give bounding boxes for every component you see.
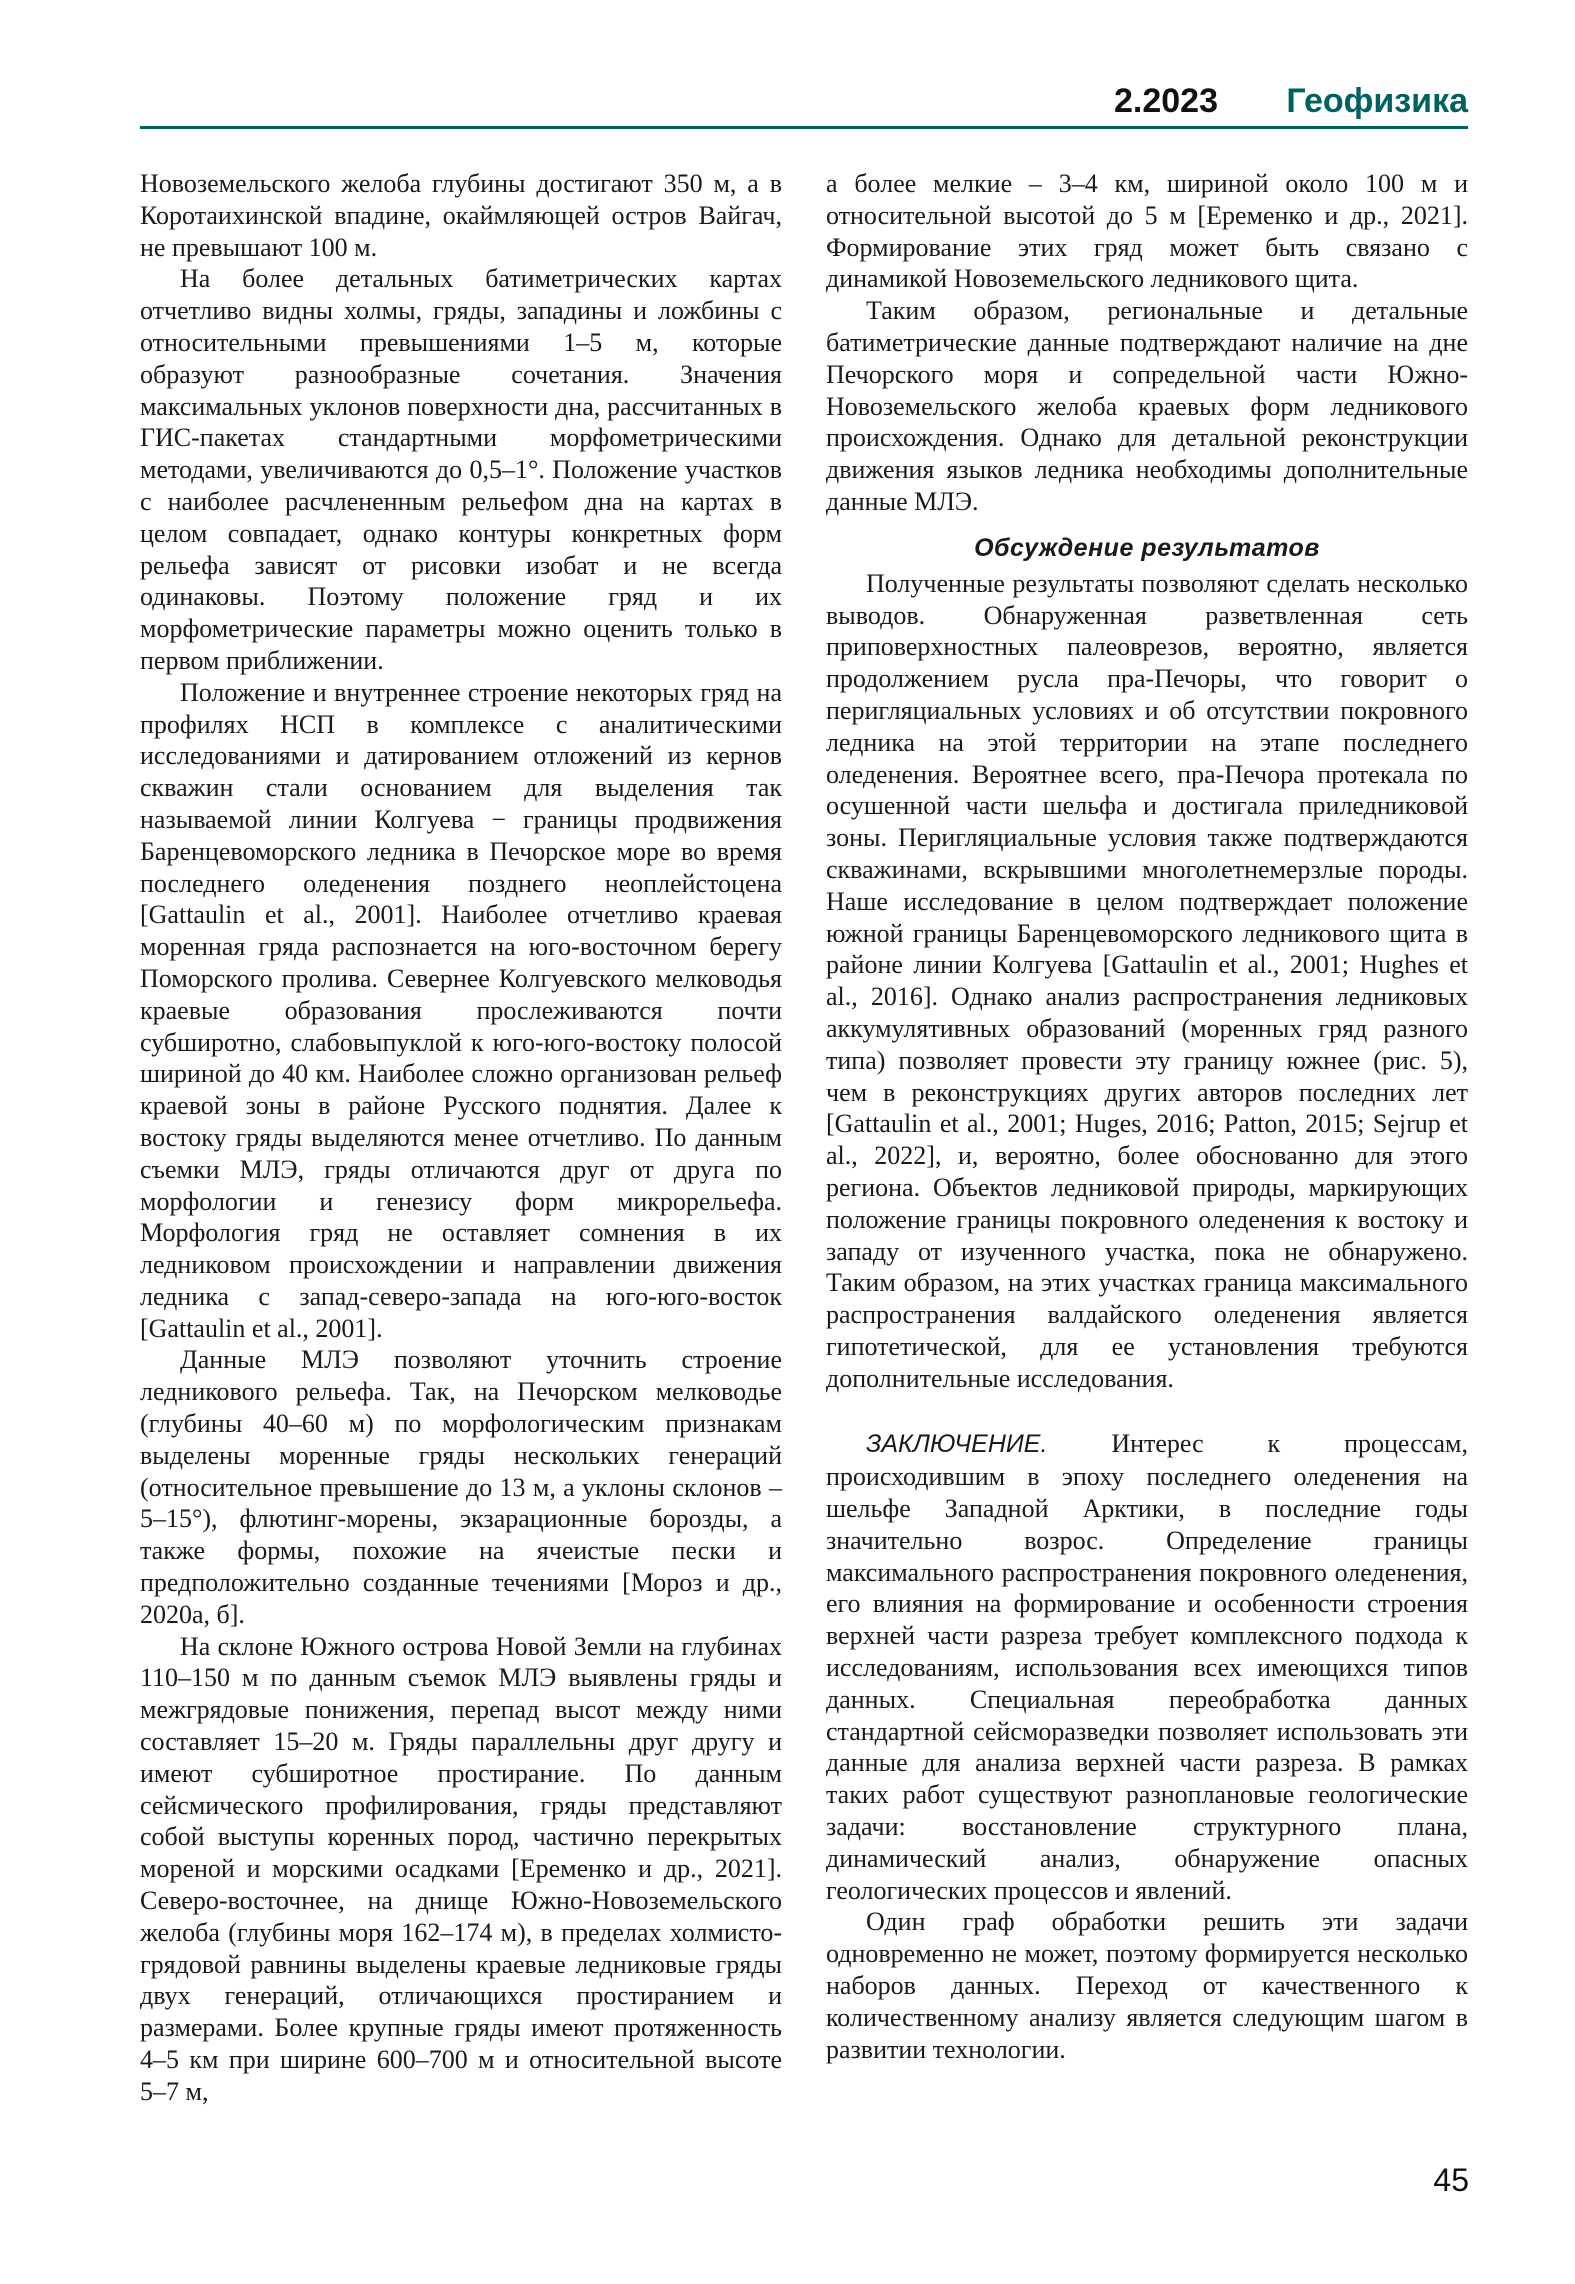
conclusion-label: ЗАКЛЮЧЕНИЕ. bbox=[866, 1430, 1048, 1459]
paragraph: Один граф обработки решить эти задачи одновременно не может, поэтому формируется несколько наборов данных. Переход от качественного к количественному анализу является следующим шагом в развитии технологии. bbox=[826, 1907, 1468, 2064]
journal-title: Геофизика bbox=[1286, 82, 1468, 120]
paragraph: а более мелкие – 3–4 км, шириной около 100 м и относительной высотой до 5 м [Еременко и др., 2021]. Формирование этих гряд может быть связано с динамикой Новоземельского ледникового щита. bbox=[826, 169, 1468, 294]
paragraph: Новоземельского желоба глубины достигают 350 м, а в Коротаихинской впадине, окаймляющей остров Вайгач, не превышают 100 м. bbox=[140, 169, 782, 262]
right-column bbox=[826, 168, 1468, 2065]
conclusion-text: Интерес к процессам, происходившим в эпоху последнего оледенения на шельфе Западной Арктики, в последние годы значительно возрос. Определение границы максимального распространения покровного оледенения, его влияния на формирование и особенности строения верхней части разреза требует комплексного подхода к исследованиям, использования всех имеющихся типов данных. Специальная переобработка данных стандартной сейсморазведки позволяет использовать эти данные для анализа верхней части разреза. В рамках таких работ существуют разноплановые геологические задачи: восстановление структурного плана, динамический анализ, обнаружение опасных геологических процессов и явлений. bbox=[826, 1429, 1468, 1905]
paragraph: Данные МЛЭ позволяют уточнить строение ледникового рельефа. Так, на Печорском мелководье (глубины 40–60 м) по морфологическим признакам выделены моренные гряды нескольких генераций (относительное превышение до 13 м, а уклоны склонов – 5–15°), флютинг-морены, экзарационные борозды, а также формы, похожие на ячеистые пески и предположительно созданные течениями [Мороз и др., 2020а, б]. bbox=[140, 1345, 782, 1629]
paragraph: Полученные результаты позволяют сделать несколько выводов. Обнаруженная разветвленная сеть приповерхностных палеоврезов, вероятно, является продолжением русла пра-Печоры, что говорит о перигляциальных условиях и об отсутствии покровного ледника на этой территории на этапе последнего оледенения. Вероятнее всего, пра-Печора протекала по осушенной части шельфа и достигала приледниковой зоны. Перигляциальные условия также подтверждаются скважинами, вскрывшими многолетнемерзлые породы. Наше исследование в целом подтверждает положение южной границы Баренцевоморского ледникового щита в районе линии Колгуева [Gattaulin et al., 2001; Hughes et al., 2016]. Однако анализ распространения ледниковых аккумулятивных образований (моренных гряд разного типа) позволяет провести эту границу южнее (рис. 5), чем в реконструкциях других авторов последних лет [Gattaulin et al., 2001; Huges, 2016; Patton, 2015; Sejrup et al., 2022], и, вероятно, более обоснованно для этого региона. Объектов ледниковой природы, маркирующих положение границы покровного оледенения к востоку и западу от изученного участка, пока не обнаружено. Таким образом, на этих участках граница максимального распространения валдайского оледенения является гипотетической, для ее установления требуются дополнительные исследования. bbox=[826, 568, 1468, 1393]
conclusion-paragraph bbox=[826, 1428, 1468, 1906]
paragraph: Таким образом, региональные и детальные батиметрические данные подтверждают наличие на дне Печорского моря и сопредельной части Южно-Новоземельского желоба краевых форм ледникового происхождения. Однако для детальной реконструкции движения языков ледника необходимы дополнительные данные МЛЭ. bbox=[826, 296, 1468, 516]
paragraph: На склоне Южного острова Новой Земли на глубинах 110–150 м по данным съемок МЛЭ выявлены гряды и межгрядовые понижения, перепад высот между ними составляет 15–20 м. Гряды параллельны друг другу и имеют субширотное простирание. По данным сейсмического профилирования, гряды представляют собой выступы коренных пород, частично перекрытых мореной и морскими осадками [Еременко и др., 2021]. Северо-восточнее, на днище Южно-Новоземельского желоба (глубины моря 162–174 м), в пределах холмисто-грядовой равнины выделены краевые ледниковые гряды двух генераций, отличающихся простиранием и размерами. Более крупные гряды имеют протяженность 4–5 км при ширине 600–700 м и относительной высоте 5–7 м, bbox=[140, 1631, 782, 2106]
section-heading-discussion: Обсуждение результатов bbox=[974, 533, 1320, 562]
running-header bbox=[140, 76, 1468, 126]
left-column bbox=[140, 168, 782, 2108]
page-number: 45 bbox=[1433, 2162, 1469, 2198]
header-rule bbox=[140, 126, 1468, 129]
paragraph: Положение и внутреннее строение некоторых гряд на профилях НСП в комплексе с аналитическими исследованиями и датированием отложений из кернов скважин стали основанием для выделения так называемой линии Колгуева − границы продвижения Баренцевоморского ледника в Печорское море во время последнего оледенения позднего неоплейстоцена [Gattaulin et al., 2001]. Наиболее отчетливо краевая моренная гряда распознается на юго-восточном берегу Поморского пролива. Севернее Колгуевского мелководья краевые образования прослеживаются почти субширотно, слабовыпуклой к юго-юго-востоку полосой шириной до 40 км. Наиболее сложно организован рельеф краевой зоны в районе Русского поднятия. Далее к востоку гряды выделяются менее отчетливо. По данным съемки МЛЭ, гряды отличаются друг от друга по морфологии и генезису форм микрорельефа. Морфология гряд не оставляет сомнения в их ледниковом происхождении и направлении движения ледника с запад-северо-запада на юго-юго-восток [Gattaulin et al., 2001]. bbox=[140, 677, 782, 1343]
issue-number: 2.2023 bbox=[1114, 82, 1218, 120]
section-spacer bbox=[826, 1394, 1468, 1428]
paragraph: На более детальных батиметрических картах отчетливо видны холмы, гряды, западины и ложбины с относительными превышениями 1–5 м, которые образуют разнообразные сочетания. Значения максимальных уклонов поверхности дна, рассчитанных в ГИС-пакетах стандартными морфометрическими методами, увеличиваются до 0,5–1°. Положение участков с наиболее расчлененным рельефом дна на картах в целом совпадает, однако контуры конкретных форм рельефа зависят от рисовки изобат и не всегда одинаковы. Поэтому положение гряд и их морфометрические параметры можно оценить только в первом приближении. bbox=[140, 264, 782, 675]
